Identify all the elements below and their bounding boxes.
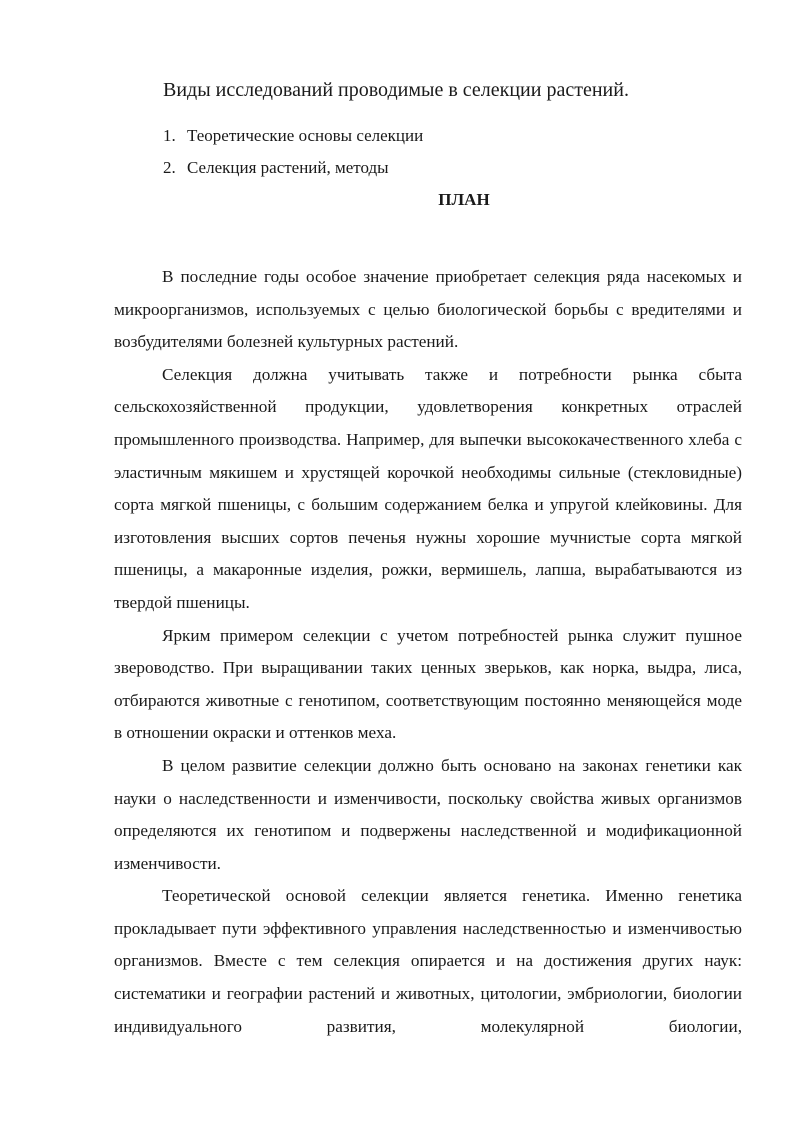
body-paragraph: В последние годы особое значение приобретает селекция ряда насекомых и микроорганизмов, используемых с целью биологической борьбы с вредителями и возбудителями болезней культурных растений. xyxy=(114,267,742,352)
toc-item-text: Селекция растений, методы xyxy=(187,158,389,177)
toc-item xyxy=(163,154,423,186)
toc-item-text: Теоретические основы селекции xyxy=(187,126,424,145)
toc-item xyxy=(163,122,423,154)
toc-item-number: 1. xyxy=(163,126,176,145)
document-body xyxy=(114,261,742,1043)
table-of-contents xyxy=(163,122,423,186)
toc-item-number: 2. xyxy=(163,158,176,177)
body-paragraph: Селекция должна учитывать также и потребности рынка сбыта сельскохозяйственной продукции, удовлетворения конкретных отраслей промышленного производства. Например, для выпечки высококачественного хлеба с эластичным мякишем и хрустящей корочкой необходимы сильные (стекловидные) сорта мягкой пшеницы, с большим содержанием белка и упругой клейковины. Для изготовления высших сортов печенья нужны хорошие мучнистые сорта мягкой пшеницы, а макаронные изделия, рожки, вермишель, лапша, вырабатываются из твердой пшеницы. xyxy=(114,364,742,612)
plan-heading: ПЛАН xyxy=(438,190,490,209)
body-paragraph: Теоретической основой селекции является генетика. Именно генетика прокладывает пути эффективного управления наследственностью и изменчивостью организмов. Вместе с тем селекция опирается и на достижения других наук: систематики и географии растений и животных, цитологии, эмбриологии, биологии индивидуального развития, молекулярной биологии, xyxy=(114,886,742,1036)
document-title: Виды исследований проводимые в селекции растений. xyxy=(163,79,629,101)
body-paragraph: В целом развитие селекции должно быть основано на законах генетики как науки о наследственности и изменчивости, поскольку свойства живых организмов определяются их генотипом и подвержены наследственной и модификационной изменчивости. xyxy=(114,755,742,873)
body-paragraph: Ярким примером селекции с учетом потребностей рынка служит пушное звероводство. При выращивании таких ценных зверьков, как норка, выдра, лиса, отбираются животные с генотипом, соответствующим постоянно меняющейся моде в отношении окраски и оттенков меха. xyxy=(114,625,742,743)
